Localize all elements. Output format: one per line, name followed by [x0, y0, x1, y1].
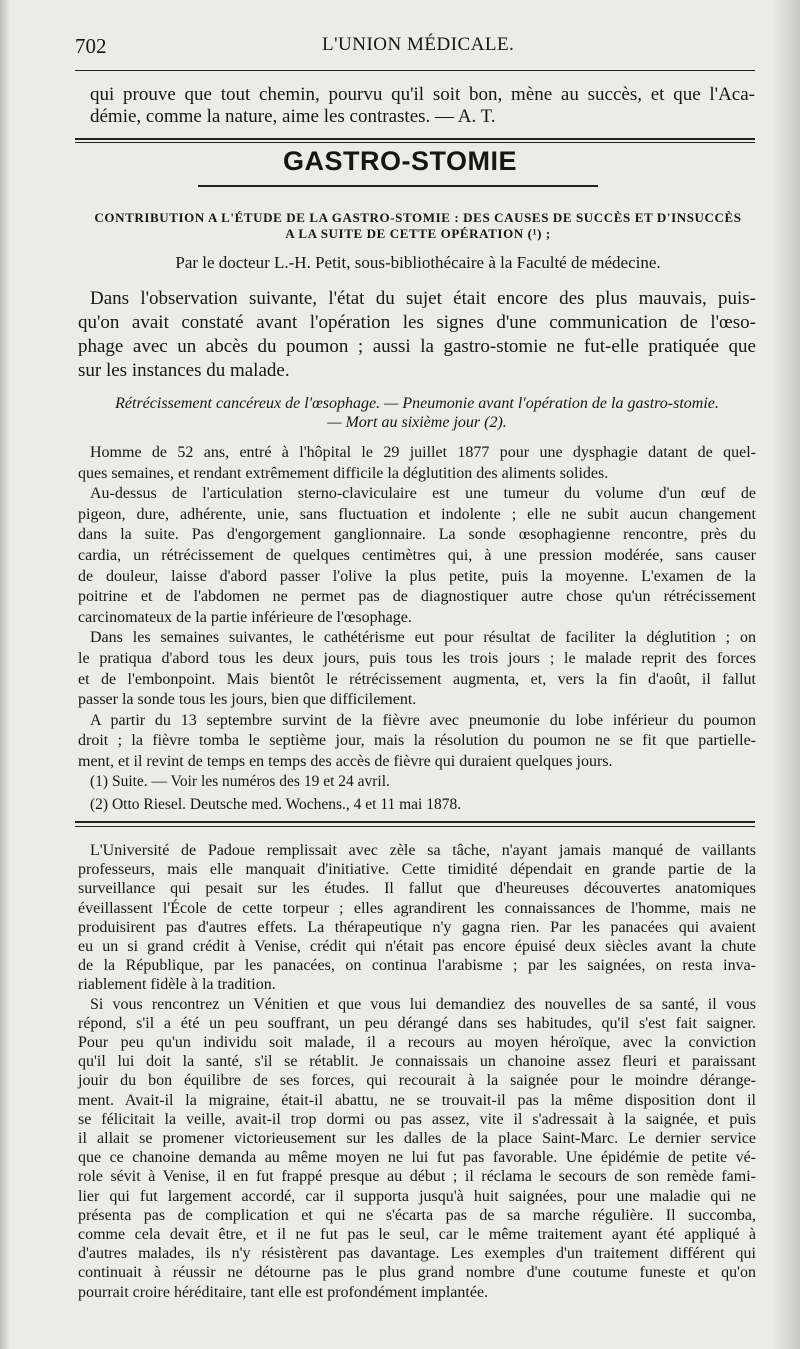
feuilleton-line: ment. Avait-il la migraine, était-il abattu, ne se trouvait-il pas la même disposition dont il — [78, 1091, 756, 1109]
case-caption-line: Rétrécissement cancéreux de l'œsophage. — Pneumonie avant l'opération de la gastro-stomie. — [115, 395, 719, 412]
case-line: pigeon, dure, adhérente, unie, sans fluctuation et indolente ; elle ne subit aucun changement — [78, 505, 756, 523]
case-line: Dans les semaines suivantes, le cathétérisme eut pour résultat de faciliter la déglutition ; on — [90, 629, 756, 647]
feuilleton-line: jouir du bon équilibre de ses forces, qui recourait à la saignée pour le moindre dérange- — [78, 1072, 756, 1090]
section-rule-top — [75, 138, 755, 140]
journal-title: L'UNION MÉDICALE. — [322, 34, 515, 55]
feuilleton-line: comme cela devait être, et il ne fut pas le seul, car le même traitement ayant été appliqué à — [78, 1226, 756, 1243]
case-line: dans la suite. Pas d'engorgement ganglionnaire. La sonde œsophagienne rencontre, près du — [78, 526, 756, 544]
case-line: droit ; la fièvre tomba le septième jour, mais la résolution du poumon ne se fit que partielle- — [78, 732, 756, 750]
article-title: GASTRO-STOMIE — [282, 146, 517, 176]
feuilleton-line: présenta pas de complication et qui ne s'écarta pas de sa marche régulière. Il succomba, — [78, 1206, 756, 1224]
page-edge-shadow-left — [0, 0, 10, 1349]
case-line: A partir du 13 septembre survint de la fièvre avec pneumonie du lobe inférieur du poumon — [90, 711, 756, 729]
feuilleton-line: pourrait croire héréditaire, tant elle est profondément implantée. — [78, 1283, 489, 1301]
intro-line: démie, comme la nature, aime les contrastes. — A. T. — [90, 106, 496, 127]
feuilleton-line: produisirent pas d'autres effets. La thérapeutique n'y gagna rien. Par les panacées qui avaient — [78, 918, 756, 936]
footnote: (2) Otto Riesel. Deutsche med. Wochens., 4 et 11 mai 1878. — [90, 796, 462, 813]
lead-line: qu'on avait constaté avant l'opération les signes d'une communication de l'œso- — [78, 312, 756, 333]
case-line: carcinomateux de la partie inférieure de l'œsophage. — [78, 608, 412, 626]
feuilleton-line: continuait à réussir ne détourne pas le plus grand nombre d'une coutume funeste et qu'on — [78, 1264, 756, 1282]
title-underline — [198, 185, 598, 187]
feuilleton-line: Si vous rencontrez un Vénitien et que vous lui demandiez des nouvelles de sa santé, il vous — [90, 995, 756, 1013]
page-number: 702 — [75, 34, 107, 58]
lead-line: phage avec un abcès du poumon ; aussi la gastro-stomie ne fut-elle pratiquée que — [78, 336, 756, 357]
section-rule-top-thin — [75, 142, 755, 143]
page-edge-shadow-right — [772, 0, 800, 1349]
feuilleton-rule-thin — [75, 826, 755, 827]
case-line: poitrine et de l'abdomen ne permet pas de diagnostiquer autre chose qu'un rétrécissement — [78, 588, 756, 606]
case-line: ment, et il revint de temps en temps des accès de fièvre qui duraient quelques jours. — [78, 753, 613, 770]
feuilleton-line: Pour peu qu'un individu soit malade, il a recours au moyen héroïque, avec la conviction — [78, 1034, 756, 1051]
feuilleton-line: se félicitait la veille, avait-il trop dormi ou pas assez, vite il s'adressait à la saignée, et puis — [78, 1110, 756, 1128]
case-line: le pratiqua d'abord tous les deux jours, puis tous les trois jours ; le malade reprit des forces — [78, 650, 756, 667]
feuilleton-line: riablement fidèle à la tradition. — [78, 976, 276, 994]
feuilleton-line: que ce chanoine demanda au même moyen ne lui fut pas favorable. Une épidémie de petite vé- — [78, 1149, 756, 1167]
case-line: Homme de 52 ans, entré à l'hôpital le 29 juillet 1877 pour une dysphagie datant de quel- — [90, 444, 756, 461]
article-subtitle-line: A LA SUITE DE CETTE OPÉRATION (¹) ; — [285, 226, 551, 241]
feuilleton-line: eu un si grand crédit à Venise, crédit qui n'était pas encore épuisé deux siècles avant la chute — [78, 938, 756, 955]
feuilleton-rule — [75, 821, 755, 823]
footnote: (1) Suite. — Voir les numéros des 19 et 24 avril. — [90, 773, 390, 790]
article-subtitle-line: CONTRIBUTION A L'ÉTUDE DE LA GASTRO-STOMIE : DES CAUSES DE SUCCÈS ET D'INSUCCÈS — [94, 210, 742, 225]
feuilleton-line: professeurs, mais elle manquait d'initiative. Cette timidité dépendait en grande partie de la — [78, 861, 756, 879]
case-line: Au-dessus de l'articulation sterno-claviculaire est une tumeur du volume d'un œuf de — [90, 485, 756, 503]
case-line: de douleur, laisse d'abord passer l'olive la plus petite, puis la moyenne. L'examen de la — [78, 567, 756, 585]
case-line: ques semaines, et rendant extrêmement difficile la déglutition des aliments solides. — [78, 464, 609, 482]
case-line: cardia, un rétrécissement de quelques centimètres qui, à une pression modérée, sans causer — [78, 547, 756, 564]
feuilleton-line: répond, s'il a été un peu souffrant, un peu dérangé dans ses habitudes, qu'il s'est fait saigner. — [78, 1014, 756, 1032]
feuilleton-line: de la République, par les panacées, on continua l'arabisme ; par les saignées, on resta inva- — [78, 957, 756, 975]
feuilleton-line: éveillassent l'École de cette torpeur ; elles agrandirent les connaissances de l'homme, mais ne — [78, 899, 756, 917]
article-author: Par le docteur L.-H. Petit, sous-bibliothécaire à la Faculté de médecine. — [175, 253, 661, 272]
header-rule — [75, 70, 755, 71]
feuilleton-line: surveillance qui pesait sur les études. Il fallut que d'heureuses découvertes anatomiques — [78, 880, 756, 898]
lead-line: sur les instances du malade. — [78, 360, 290, 381]
lead-line: Dans l'observation suivante, l'état du sujet était encore des plus mauvais, puis- — [90, 288, 756, 309]
case-line: passer la sonde tous les jours, bien que difficilement. — [78, 691, 417, 709]
feuilleton-line: il allait se promener victorieusement sur les dalles de la place Saint-Marc. Le dernier service — [78, 1130, 756, 1147]
feuilleton-line: qu'il lui doit la santé, s'il se rétablit. Je connaissais un chanoine assez fleuri et paraissant — [78, 1053, 756, 1071]
case-caption-line: — Mort au sixième jour (2). — [327, 414, 507, 431]
feuilleton-line: d'autres malades, ils n'y résistèrent pas davantage. Les exemples d'un traitement différent qui — [78, 1245, 756, 1263]
feuilleton-line: L'Université de Padoue remplissait avec zèle sa tâche, n'ayant jamais manqué de vaillants — [90, 842, 756, 859]
case-line: et de l'embonpoint. Mais bientôt le rétrécissement augmenta, et, vers la fin d'août, il fallut — [78, 670, 756, 688]
feuilleton-line: lier qui fut largement accordé, car il supporta jusqu'à huit saignées, pour une maladie qui ne — [78, 1187, 756, 1205]
intro-line: qui prouve que tout chemin, pourvu qu'il soit bon, mène au succès, et que l'Aca- — [90, 84, 755, 105]
feuilleton-line: role sévit à Venise, il en fut frappé presque au début ; il réclama le secours de son remède fami- — [78, 1168, 756, 1186]
